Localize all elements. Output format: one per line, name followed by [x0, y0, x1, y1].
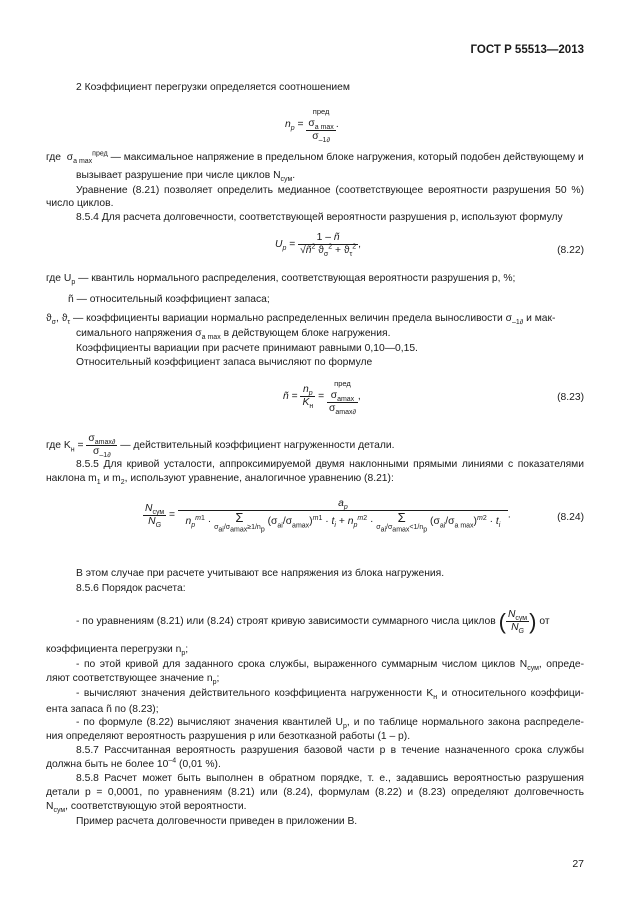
- text-line: Коэффициенты вариации при расчете принимают равными 0,10—0,15.: [76, 343, 418, 354]
- document-header: ГОСТ Р 55513—2013: [470, 44, 584, 56]
- equation-number: (8.24): [557, 512, 584, 523]
- text-line: ñ — относительный коэффициент запаса;: [68, 294, 270, 305]
- text-line: - по этой кривой для заданного срока службы, выраженного суммарным числом циклов $N_{сум}$, опреде-: [76, 659, 584, 673]
- text-line: наклона $m_1$ и $m_2$, используют уравнение, аналогичное уравнению (8.21):: [46, 473, 394, 487]
- text-line: - вычисляют значения действительного коэффициента нагруженности $K_н$ и относительного коэффици-: [76, 688, 584, 702]
- text-line: Уравнение (8.21) позволяет определить медианное (соответствующее вероятности разрушения 50 %): [76, 185, 584, 196]
- text-line: 8.5.4 Для расчета долговечности, соответствующей вероятности разрушения p, используют формулу: [76, 212, 563, 223]
- text-line: $N_{сум}$, соответствующую этой вероятности.: [46, 801, 247, 815]
- text-line: 8.5.5 Для кривой усталости, аппроксимируемой двумя наклонными прямыми линиями с показателями: [76, 459, 584, 470]
- text-line: 8.5.6 Порядок расчета:: [76, 583, 186, 594]
- text-line: симального напряжения $\sigma_{a max}$ в действующем блоке нагружения.: [76, 328, 391, 342]
- equation-8-24: $\frac{N_{сум}}{N_G}$ = $a_p$ $n_p^{m1}$ · Σ $\sigma_{ai}/\sigma_{amax}\ge 1/n_p$ $(\sigma_{ai}/\sigma_{amax})^{m1} \cdot t_i + n_p^{m2}$ · Σ $\sigma_{ai}/\sigma_{amax}<1/n_p$ $(\sigma_{ai}/\sigma_{a max})^{m2} \cdot t_i$ .: [145, 498, 511, 534]
- equation-8-22: $U_p$ = $\frac{1 - ñ}{√ñ^2 ϑ_\sigma^2 + ϑ_\tau^2}$ ,: [275, 232, 362, 259]
- text-line: ния определяют вероятность разрушения p или безотказной работы (1 – p).: [46, 731, 411, 742]
- text-line: число циклов.: [46, 198, 114, 209]
- text-line: - по формуле (8.22) вычисляют значения квантилей $U_p$, и по таблице нормального закона распределе-: [76, 717, 584, 731]
- text-line: где $K_н$ = $\frac{\sigma_{amax\partial}}{\sigma_{-1\partial}}$ — действительный коэффициент нагруженности детали.: [46, 433, 395, 460]
- text-line: ляют соответствующее значение $n_p$;: [46, 673, 220, 687]
- text-line: Относительный коэффициент запаса вычисляют по формуле: [76, 357, 373, 368]
- text-line: где $\sigma_{a max}^{пред}$ — максимальное напряжение в предельном блоке нагружения, который подобен действующему и: [46, 150, 584, 166]
- text-line: вызывает разрушение при числе циклов $N_{сум}$.: [76, 170, 296, 184]
- text-line: ента запаса ñ по (8.23);: [46, 704, 159, 715]
- text-line: детали p = 0,0001, по уравнениям (8.21) или (8.24), формулам (8.22) и (8.23) определяют долговечность: [46, 787, 584, 798]
- text-line: 2 Коэффициент перегрузки определяется соотношением: [76, 82, 350, 93]
- equation-number: (8.22): [557, 245, 584, 256]
- page-number: 27: [572, 858, 584, 870]
- text-line: коэффициента перегрузки $n_p$;: [46, 644, 189, 658]
- text-line: где $U_p$ — квантиль нормального распределения, соответствующая вероятности разрушения p, %;: [46, 273, 516, 287]
- text-line: должна быть не более $10^{-4}$ (0,01 %).: [46, 757, 221, 770]
- text-line: Пример расчета долговечности приведен в приложении В.: [76, 816, 358, 827]
- text-line: 8.5.7 Рассчитанная вероятность разрушения базовой части p в течение назначенного срока службы: [76, 745, 584, 756]
- text-line: $ϑ_\sigma$, $ϑ_\tau$ — коэффициенты вариации нормально распределенных величин предела выносливости $\sigma_{-1\partial}$ и мак-: [46, 313, 556, 327]
- equation-8-23: ñ = $\frac{n_p}{K_н}$ = пред $\sigma_{amax}$ $\sigma_{amax\partial}$ ,: [283, 379, 361, 417]
- text-line: 8.5.8 Расчет может быть выполнен в обратном порядке, т. е., задавшись вероятностью разрушения: [76, 773, 584, 784]
- equation-number: (8.23): [557, 392, 584, 403]
- equation-np: $n_p$ = пред $\sigma_{a max}$ $\sigma_{-1\partial}$ .: [285, 107, 339, 145]
- text-line: В этом случае при расчете учитывают все напряжения из блока нагружения.: [76, 568, 445, 579]
- text-line: - по уравнениям (8.21) или (8.24) строят кривую зависимости суммарного числа циклов ( $\frac{N_{сум}}{N_G}$ ) от: [76, 609, 550, 636]
